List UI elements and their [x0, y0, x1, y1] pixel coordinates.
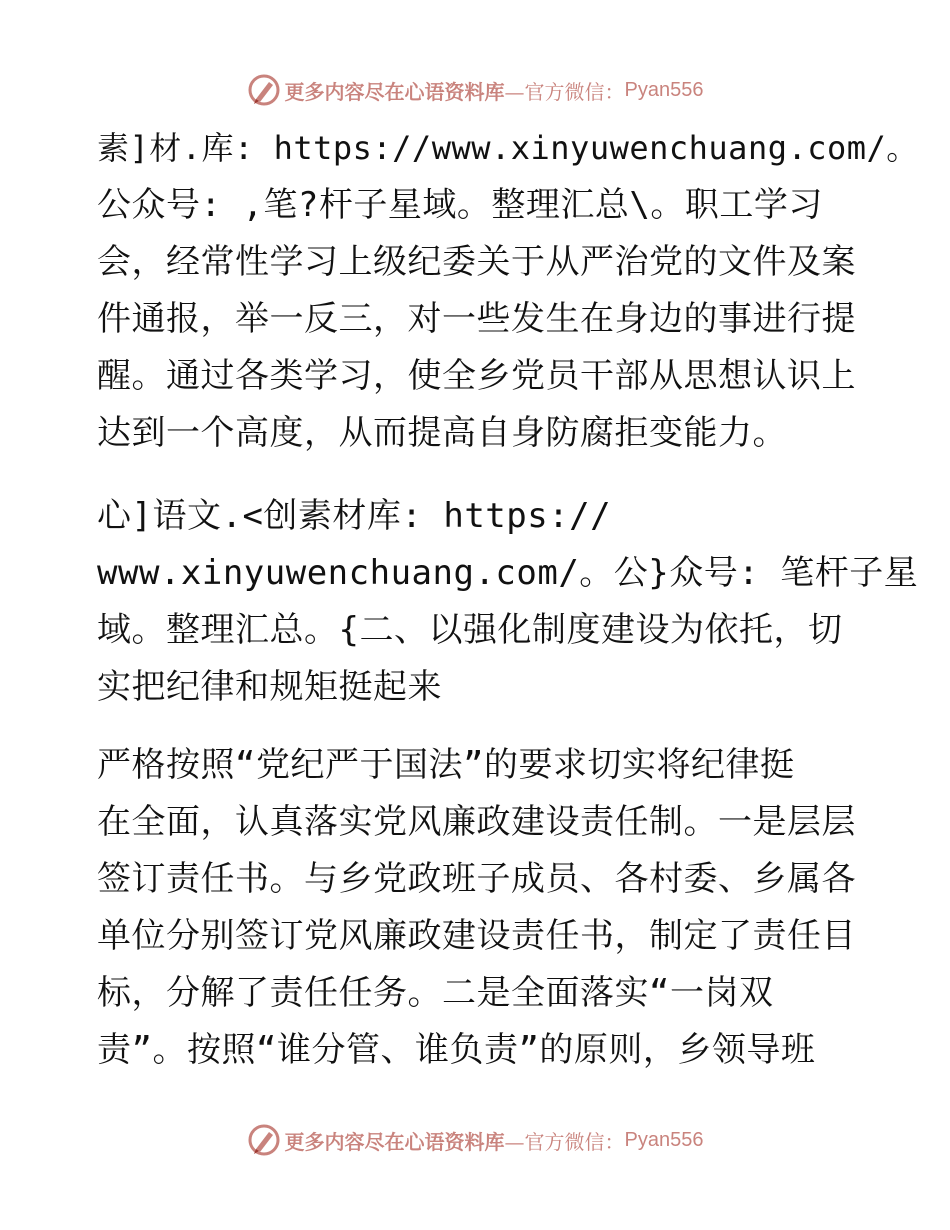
text-line: 单位分别签订党风廉政建设责任书，制定了责任目	[97, 916, 856, 956]
text-line: 件通报，举一反三，对一些发生在身边的事进行提	[97, 299, 856, 339]
banner-wechat-id: Pyan556	[624, 78, 704, 101]
banner-text: 更多内容尽在心语资料库	[284, 79, 505, 104]
text-line: 责”。按照“谁分管、谁负责”的原则，乡领导班	[97, 1030, 816, 1070]
text-line: 素]材.库: https://www.xinyuwenchuang.com/。	[97, 129, 919, 167]
footer-banner	[0, 1120, 950, 1160]
pen-logo-icon	[247, 73, 281, 107]
text-line: 实把纪律和规矩挺起来	[97, 667, 442, 707]
text-line: 公众号: ,笔?杆子星域。整理汇总\。职工学习	[97, 185, 823, 225]
text-line: www.xinyuwenchuang.com/。公}众号: 笔杆子星	[97, 553, 919, 593]
text-line: 达到一个高度，从而提高自身防腐拒变能力。	[97, 413, 787, 453]
text-line: 心]语文.<创素材库: https://	[97, 496, 612, 536]
text-line: 会，经常性学习上级纪委关于从严治党的文件及案	[97, 242, 856, 282]
text-line: 标，分解了责任任务。二是全面落实“一岗双	[97, 973, 774, 1013]
banner-text: 更多内容尽在心语资料库	[284, 1129, 505, 1154]
banner-separator: —官方微信：	[504, 79, 625, 104]
banner-separator: —官方微信：	[504, 1129, 625, 1154]
text-line: 签订责任书。与乡党政班子成员、各村委、乡属各	[97, 859, 856, 899]
pen-logo-icon	[247, 1123, 281, 1157]
text-line: 严格按照“党纪严于国法”的要求切实将纪律挺	[97, 745, 795, 785]
text-line: 醒。通过各类学习，使全乡党员干部从思想认识上	[97, 356, 856, 396]
text-line: 在全面，认真落实党风廉政建设责任制。一是层层	[97, 802, 856, 842]
header-banner	[0, 70, 950, 110]
banner-wechat-id: Pyan556	[624, 1128, 704, 1151]
text-line: 域。整理汇总。{二、以强化制度建设为依托，切	[97, 610, 843, 650]
